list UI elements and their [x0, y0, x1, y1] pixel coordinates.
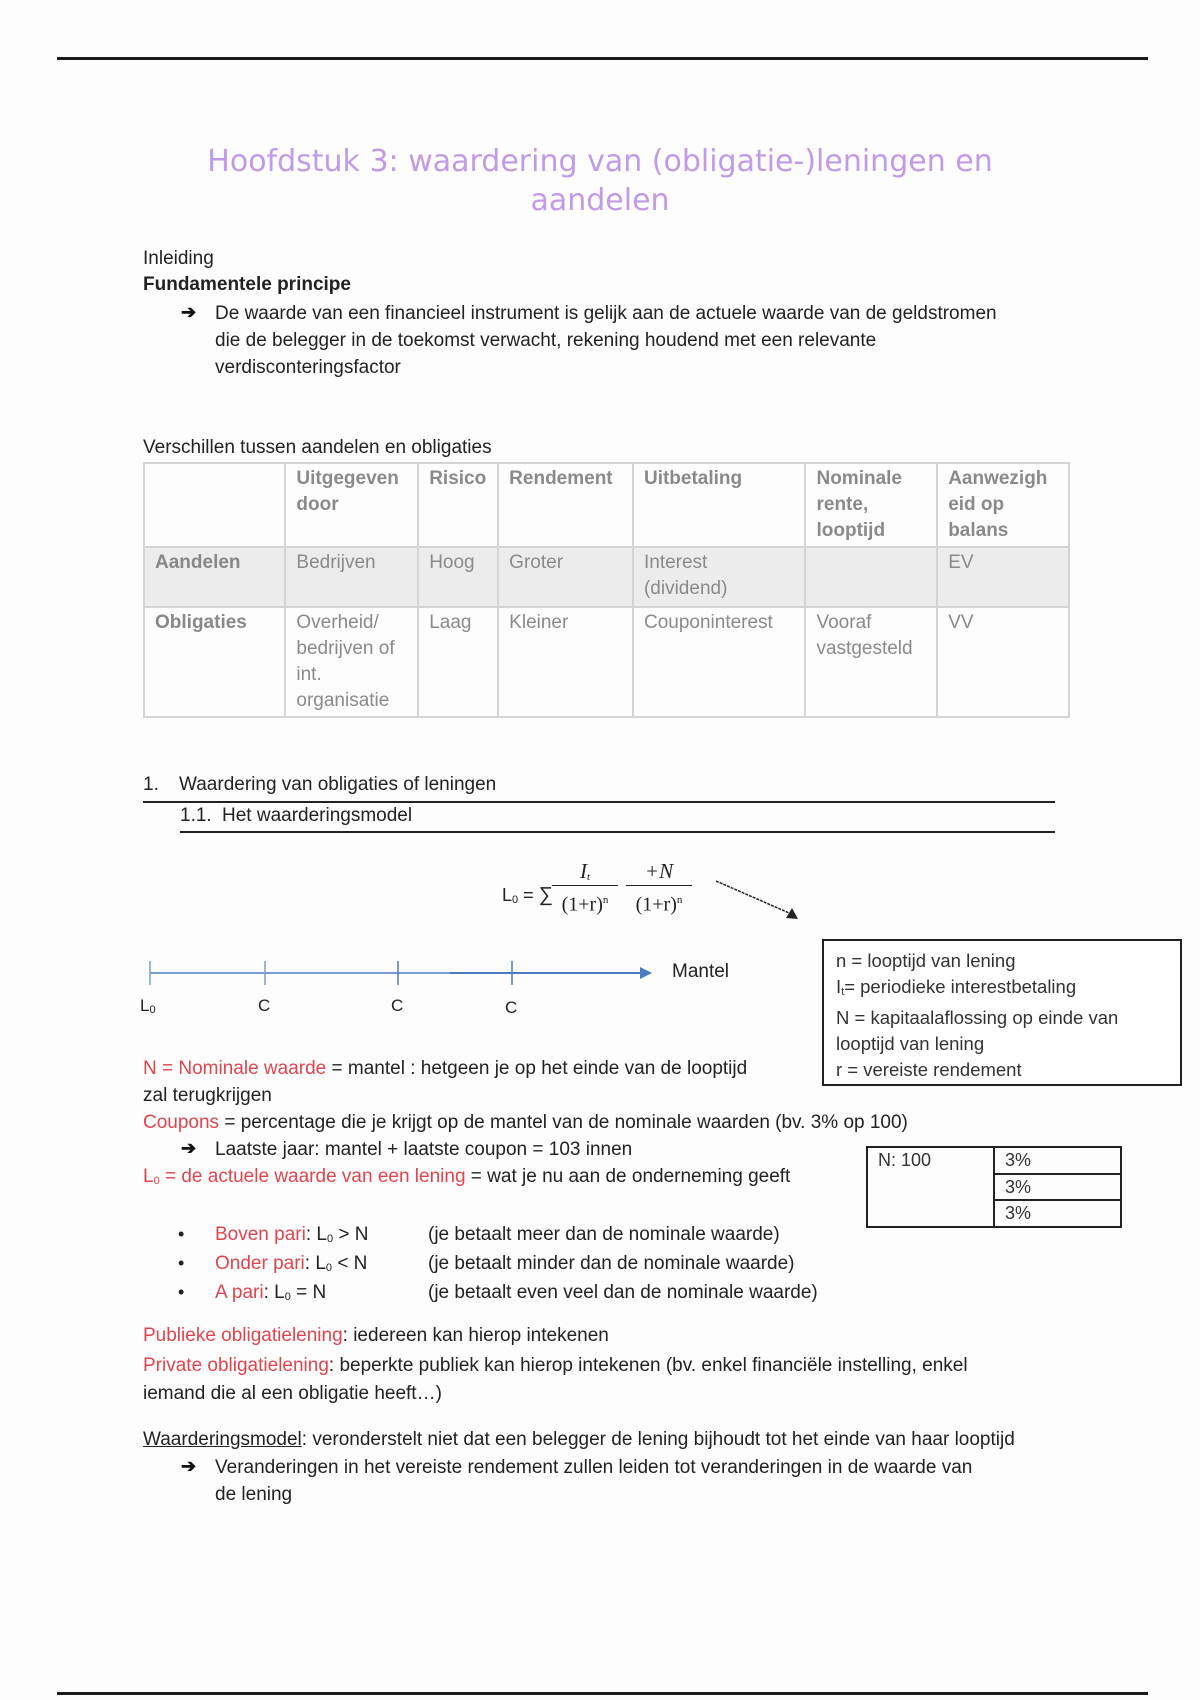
term-valuation-model: Waarderingsmodel: [143, 1429, 302, 1450]
table-header-row: [144, 463, 1069, 547]
table-header: Rendement: [498, 463, 633, 547]
pari-label: A pari: $L_0 = N$: [215, 1282, 327, 1303]
public-bond-definition: [143, 1323, 609, 1349]
legend-line: looptijd van lening: [836, 1033, 985, 1054]
table-cell: VV: [937, 607, 1069, 717]
formula-equals: =: [523, 885, 534, 905]
table-header: Uitbetaling: [633, 463, 806, 547]
formula-exp: n: [602, 894, 609, 906]
section-number: 1.: [143, 774, 159, 795]
table-cell: EV: [937, 547, 1069, 607]
term-l0: [143, 1166, 466, 1187]
table-caption: Verschillen tussen aandelen en obligaties: [143, 437, 492, 458]
table-row: [144, 547, 1069, 607]
bullet-icon: •: [178, 1224, 185, 1244]
table-cell: Hoog: [418, 547, 498, 607]
formula-den: (1+r): [635, 893, 677, 916]
pari-explanation: (je betaalt even veel dan de nominale waarde): [428, 1282, 818, 1303]
header-rule: [57, 57, 1148, 60]
private-bond-definition-cont: iemand die al een obligatie heeft…): [143, 1383, 442, 1404]
public-bond-text: : iedereen kan hierop intekenen: [342, 1325, 609, 1346]
table-cell: Laag: [418, 607, 498, 717]
fraction-1: [552, 858, 618, 919]
term-private-bond: Private obligatielening: [143, 1355, 329, 1376]
fraction-1-numerator: [552, 858, 618, 885]
principle-heading: Fundamentele principe: [143, 274, 351, 295]
fraction-2-denominator: [626, 885, 692, 919]
timeline-label-c: C: [391, 996, 404, 1015]
section-title: Waardering van obligaties of leningen: [179, 774, 497, 795]
sigma-icon: ∑: [538, 884, 553, 906]
table-header: Aanwezigh eid op balans: [937, 463, 1069, 547]
private-bond-text: : beperkte publiek kan hierop intekenen (bv. enkel financiële instelling, enkel: [328, 1355, 968, 1376]
title-line-1: Hoofdstuk 3: waardering van (obligatie-)leningen en: [207, 144, 993, 179]
coupon-example-table: [866, 1146, 1122, 1228]
row-label: Aandelen: [144, 547, 285, 607]
nominal-definition: [143, 1056, 747, 1082]
pari-relation: = N: [296, 1282, 327, 1303]
term-nominal: N = Nominale waarde: [143, 1058, 327, 1079]
coupons-definition: [143, 1110, 908, 1136]
legend-i-sub: t: [841, 986, 845, 998]
legend-i: I: [836, 976, 842, 997]
table-cell: Overheid/ bedrijven of int. organisatie: [285, 607, 418, 717]
arrow-right-icon: ➔: [181, 1456, 197, 1476]
principle-line: De waarde van een financieel instrument is gelijk aan de actuele waarde van de geldstromen: [215, 303, 997, 324]
coupons-text: = percentage die je krijgt op de mantel van de nominale waarden (bv. 3% op 100): [219, 1112, 908, 1133]
timeline-label-c: C: [258, 996, 271, 1015]
pari-relation: < N: [337, 1253, 368, 1274]
subsection-rule: [180, 831, 1055, 833]
comparison-table: [143, 462, 1070, 718]
subsection-number: 1.1.: [180, 805, 212, 826]
legend-line: N = kapitaalaflossing op einde van: [836, 1007, 1119, 1028]
term-l0-l: L: [143, 1166, 154, 1187]
timeline-l-sub: 0: [149, 1004, 156, 1016]
table-header: Uitgegeven door: [285, 463, 418, 547]
bullet-icon: •: [178, 1282, 185, 1302]
timeline-end-label: Mantel: [672, 961, 730, 982]
consequence-line: de lening: [215, 1484, 293, 1505]
table-row: [144, 607, 1069, 717]
table-cell: [805, 547, 937, 607]
subsection-title: Het waarderingsmodel: [222, 805, 413, 826]
formula-exp: n: [676, 894, 683, 906]
term-public-bond: Publieke obligatielening: [143, 1325, 343, 1346]
timeline-label-l0: [140, 993, 156, 1023]
coupon-cell: 3%: [994, 1147, 1121, 1174]
consequence-line: Veranderingen in het vereiste rendement zullen leiden tot veranderingen in de waarde van: [215, 1457, 973, 1478]
table-cell: Kleiner: [498, 607, 633, 717]
principle-line: verdisconteringsfactor: [215, 357, 401, 378]
timeline-l: L: [140, 996, 150, 1015]
formula-i: I: [579, 859, 587, 883]
pari-relation: > N: [338, 1224, 369, 1245]
table-cell: Couponinterest: [633, 607, 806, 717]
row-label: Obligaties: [144, 607, 285, 717]
formula-i-sub: t: [586, 871, 591, 883]
last-year-note: Laatste jaar: mantel + laatste coupon = 103 innen: [215, 1139, 633, 1160]
table-cell: Vooraf vastgesteld: [805, 607, 937, 717]
subsection-heading: [180, 803, 412, 829]
bullet-icon: •: [178, 1253, 185, 1273]
private-bond-definition: [143, 1353, 968, 1379]
pointer-arrow-icon: [710, 875, 810, 925]
pari-explanation: (je betaalt meer dan de nominale waarde): [428, 1224, 780, 1245]
arrow-right-icon: ➔: [181, 302, 197, 322]
intro-label: Inleiding: [143, 248, 214, 269]
term-coupons: Coupons: [143, 1112, 220, 1133]
legend-line: [836, 974, 1168, 1005]
timeline-label-c: C: [505, 998, 518, 1017]
coupon-cell: 3%: [994, 1174, 1121, 1201]
fraction-2-numerator: +N: [644, 859, 674, 883]
nominal-cell: N: 100: [867, 1147, 994, 1227]
table-cell: Bedrijven: [285, 547, 418, 607]
legend-line: n = looptijd van lening: [836, 950, 1016, 971]
valuation-consequence: [215, 1454, 972, 1508]
table-header: Nominale rente, looptijd: [805, 463, 937, 547]
pari-explanation: (je betaalt minder dan de nominale waarde): [428, 1253, 795, 1274]
legend-line: r = vereiste rendement: [836, 1059, 1022, 1080]
nominal-text: = mantel : hetgeen je op het einde van de looptijd: [326, 1058, 748, 1079]
pari-term: Onder pari: [215, 1253, 305, 1274]
table-header: Risico: [418, 463, 498, 547]
principle-line: die de belegger in de toekomst verwacht, rekening houdend met een relevante: [215, 330, 877, 351]
term-l0-sub: 0: [153, 1175, 160, 1187]
arrow-right-icon: ➔: [181, 1138, 197, 1158]
table-cell: Groter: [498, 547, 633, 607]
principle-text: [215, 300, 997, 381]
valuation-model-text: : veronderstelt niet dat een belegger de lening bijhoudt tot het einde van haar looptijd: [301, 1429, 1015, 1450]
fraction-2: [626, 858, 692, 919]
formula-lhs: [502, 884, 553, 907]
table-cell: Interest (dividend): [633, 547, 806, 607]
formula-legend-box: [822, 939, 1182, 1086]
formula-l-sub: 0: [512, 894, 519, 906]
section-heading-1: [143, 772, 496, 798]
l0-definition: [143, 1164, 790, 1194]
table-header: [144, 463, 285, 547]
valuation-model-note: [143, 1427, 1015, 1453]
formula-l: L: [502, 885, 513, 905]
cashflow-timeline: [140, 955, 660, 995]
coupon-cell: 3%: [994, 1200, 1121, 1227]
term-l0-text: = de actuele waarde van een lening: [159, 1166, 466, 1187]
formula-den: (1+r): [561, 893, 603, 916]
fraction-1-denominator: [552, 885, 618, 919]
legend-i-text: = periodieke interestbetaling: [844, 976, 1077, 997]
title-line-2: aandelen: [530, 183, 670, 218]
pari-term: Boven pari: [215, 1224, 306, 1245]
page-title: [150, 142, 1050, 220]
l0-text: = wat je nu aan de onderneming geeft: [465, 1166, 791, 1187]
pari-label: Onder pari: $L_0 < N$: [215, 1253, 368, 1274]
pari-label: Boven pari: $L_0 > N$: [215, 1224, 369, 1245]
nominal-definition-cont: zal terugkrijgen: [143, 1085, 272, 1106]
pari-term: A pari: [215, 1282, 264, 1303]
footer-rule: [57, 1692, 1148, 1695]
